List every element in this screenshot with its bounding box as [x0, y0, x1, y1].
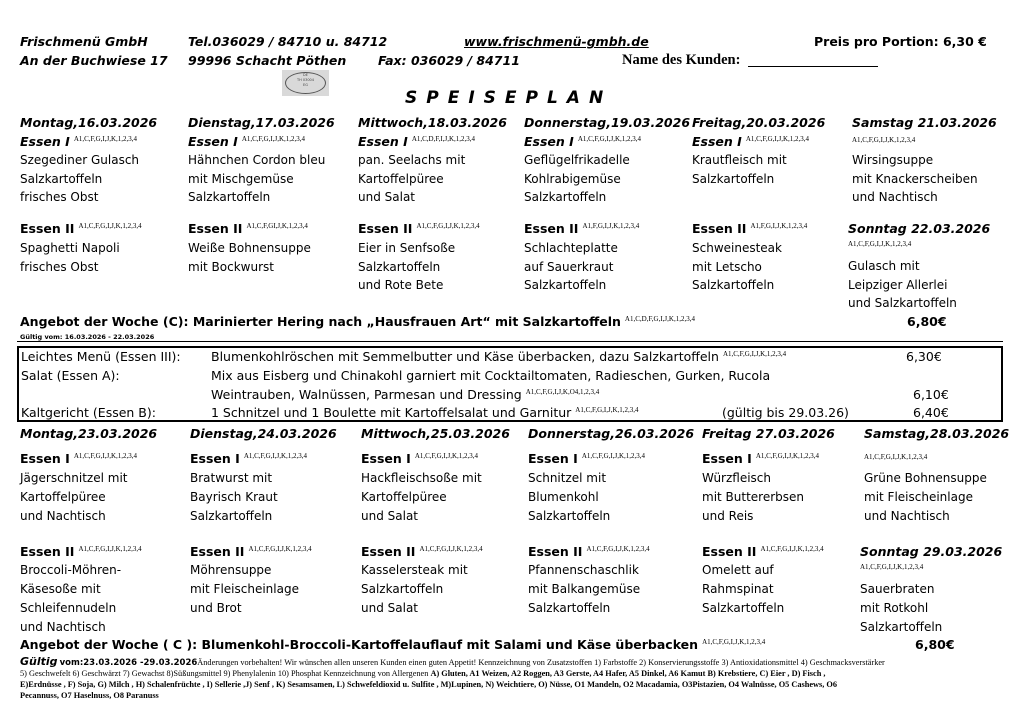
meal-label: Essen I	[361, 451, 411, 466]
allergen-codes: A1,C,F,G,I,J,K,1,2,3,4	[419, 545, 483, 553]
essen-2-heading	[692, 221, 807, 236]
essen-2-heading	[358, 221, 480, 236]
day-date: Donnerstag,26.03.2026	[528, 426, 695, 441]
meal-label: Essen II	[188, 221, 243, 236]
dish-line: Gulasch mit	[848, 259, 920, 273]
dish-line: Kartoffelpüree	[20, 490, 106, 504]
allergen-codes: A1,C,F,G,I,J,K,1,2,3,4	[416, 222, 480, 230]
footer-valid-dates: vom:23.03.2026 -29.03.2026	[59, 658, 198, 668]
day-date: Montag,23.03.2026	[20, 426, 158, 441]
essen-1-heading	[20, 451, 137, 466]
light-menu-allergens: A1,C,F,G,I,J,K,1,2,3,4	[722, 350, 787, 358]
dish-line: Hähnchen Cordon bleu	[188, 153, 326, 167]
essen-2-heading	[702, 544, 824, 559]
week2-offer-allergens: A1,C,F,G,I,J,K,1,2,3,4	[702, 638, 766, 646]
health-mark-stamp	[282, 70, 329, 96]
dish-line: Eier in Senfsoße	[358, 241, 456, 255]
week1-offer-allergens: A1,C,D,F,G,I,J,K,1,2,3,4	[624, 315, 695, 323]
day-date: Montag,16.03.2026	[20, 115, 158, 130]
dish-line: Krautfleisch mit	[692, 153, 787, 167]
meal-label: Essen II	[358, 221, 413, 236]
company-address: An der Buchwiese 17	[20, 53, 168, 68]
dish-line: Kartoffelpüree	[361, 490, 447, 504]
sunday-date: Sonntag 29.03.2026	[860, 544, 1003, 559]
essen-1-heading	[188, 134, 305, 149]
telephone: Tel.036029 / 84710 u. 84712	[188, 34, 388, 49]
footer-line-1	[20, 657, 885, 669]
footer-additives: Änderungen vorbehalten! Wir wünschen allen unseren Kunden einen guten Appetit! Kennzeichnung von Zusatzstoffen 1) Farbstoffe 2) Konservierungsstoffe 3) Antioxidationsmittel 4) Geschmacksverstärker	[197, 658, 885, 667]
dish-line: und Brot	[190, 601, 242, 615]
meal-label: Essen I	[20, 134, 70, 149]
light-menu-label: Leichtes Menü (Essen III):	[21, 349, 181, 364]
footer-line-2	[20, 669, 825, 680]
allergen-codes: A1,C,F,G,I,J,K,1,2,3,4	[760, 545, 824, 553]
dish-line: Salzkartoffeln	[20, 171, 103, 186]
dish-line: mit Balkangemüse	[528, 582, 641, 596]
allergen-codes: A1,C,F,G,I,J,K,1,2,3,4	[414, 452, 479, 460]
dish-line: Salzkartoffeln	[190, 509, 273, 523]
allergen-codes: A1,C,F,GI,J,K,1,2,3,4	[246, 222, 308, 230]
dish-line: Salzkartoffeln	[860, 620, 943, 634]
dish-line: mit Mischgemüse	[188, 171, 294, 186]
dish-line: auf Sauerkraut	[524, 259, 614, 274]
dish-line: und Nachtisch	[864, 509, 950, 523]
dish-line: Omelett auf	[702, 563, 774, 577]
dish-line: Bayrisch Kraut	[190, 490, 278, 504]
essen-1-heading	[702, 451, 819, 466]
dish-line: mit Knackerscheiben	[852, 171, 978, 186]
website-link[interactable]: www.frischmenü-gmbh.de	[464, 34, 649, 49]
dish-line: Kohlrabigemüse	[524, 171, 621, 186]
divider	[17, 341, 1003, 342]
essen-2-heading	[528, 544, 650, 559]
allergen-codes: A1,C,F,G,I,J,K,1,2,3,4	[78, 222, 142, 230]
allergen-codes: A1,C,F,G,I,J,K,1,2,3,4	[243, 452, 308, 460]
allergen-codes: A1,C,F,G,I,J,K,1,2,3,4	[581, 452, 646, 460]
dish-line: Möhrensuppe	[190, 563, 272, 577]
salad-allergens: A1,C,F,G,I,J,K,O4,1,2,3,4	[525, 388, 600, 396]
stamp-line: EG	[303, 83, 308, 87]
essen-1-heading	[190, 451, 307, 466]
dish-line: Salzkartoffeln	[361, 582, 444, 596]
footer-valid-label: Gültig	[20, 655, 58, 668]
dish-line: und Salat	[358, 190, 416, 204]
essen-2-heading	[190, 544, 312, 559]
light-menu-text	[211, 349, 786, 364]
dish-line: Jägerschnitzel mit	[20, 471, 128, 485]
dish-line: und Nachtisch	[20, 509, 106, 523]
meal-label: Essen II	[20, 544, 75, 559]
meal-label: Essen II	[524, 221, 579, 236]
dish-line: Salzkartoffeln	[692, 171, 775, 186]
cold-dish: 1 Schnitzel und 1 Boulette mit Kartoffelsalat und Garnitur	[211, 405, 572, 420]
page-title: SPEISEPLAN	[405, 88, 613, 108]
allergen-codes: A1,F,G,I,J,K,1,2,3,4	[582, 222, 640, 230]
meal-label: Essen I	[190, 451, 240, 466]
meal-label: Essen I	[358, 134, 408, 149]
essen-1-heading	[528, 451, 645, 466]
allergen-codes: A1,C,F,G,I,J,K,1,2,3,4	[577, 135, 642, 143]
salad-text-1: Mix aus Eisberg und Chinakohl garniert mit Cocktailtomaten, Radieschen, Gurken, Rucola	[211, 368, 771, 383]
meal-label: Essen II	[528, 544, 583, 559]
dish-line: Hackfleischsoße mit	[361, 471, 482, 485]
dish-line: Salzkartoffeln	[524, 190, 607, 204]
dish-line: Geflügelfrikadelle	[524, 153, 630, 167]
saturday-allergens: A1,C,F,G,I,J,K,1,2,3,4	[864, 453, 928, 461]
essen-2-heading	[524, 221, 639, 236]
meal-label: Essen II	[190, 544, 245, 559]
meal-label: Essen I	[528, 451, 578, 466]
cold-dish-price: 6,40€	[913, 405, 949, 420]
dish-line: Salzkartoffeln	[188, 190, 271, 204]
week2-offer	[20, 637, 765, 652]
essen-1-heading	[358, 134, 475, 149]
allergen-codes: A1,C,F,G,I,J,K,1,2,3,4	[745, 135, 810, 143]
essen-1-heading	[20, 134, 137, 149]
essen-2-heading	[20, 544, 142, 559]
essen-2-heading	[188, 221, 308, 236]
dish-line: Grüne Bohnensuppe	[864, 471, 987, 485]
dish-line: Weiße Bohnensuppe	[188, 241, 311, 255]
dish-line: pan. Seelachs mit	[358, 153, 466, 167]
allergen-codes: A1,C,F,G,I,J,K,1,2,3,4	[755, 452, 820, 460]
week2-offer-price: 6,80€	[915, 637, 955, 652]
dish-line: und Nachtisch	[852, 190, 938, 204]
dish-line: Salzkartoffeln	[528, 601, 611, 615]
meal-label: Essen II	[20, 221, 75, 236]
dish-line: Spaghetti Napoli	[20, 241, 120, 255]
light-menu-price: 6,30€	[906, 349, 942, 364]
dish-line: mit Rotkohl	[860, 601, 929, 615]
dish-line: und Rote Bete	[358, 278, 444, 292]
dish-line: mit Letscho	[692, 259, 762, 274]
stamp-line: DE	[303, 73, 308, 77]
day-date: Freitag 27.03.2026	[702, 426, 835, 441]
dish-line: Pfannenschaschlik	[528, 563, 639, 577]
meal-label: Essen II	[702, 544, 757, 559]
dish-line: Broccoli-Möhren-	[20, 563, 122, 577]
allergen-codes: A1,F,G,I,J,K,1,2,3,4	[750, 222, 808, 230]
essen-1-heading	[692, 134, 809, 149]
allergen-codes: A1,C,F,G,I,J,K,1,2,3,4	[248, 545, 312, 553]
allergen-codes: A1,C,F,G,I,J,K,1,2,3,4	[586, 545, 650, 553]
sunday-allergens: A1,C,F,G,I,J,K,1,2,3,4	[860, 563, 924, 571]
allergen-codes: A1,C,F,G,I,J,K,1,2,3,4	[78, 545, 142, 553]
dish-line: frisches Obst	[20, 259, 99, 274]
day-date: Mittwoch,18.03.2026	[358, 115, 507, 130]
dish-line: Kartoffelpüree	[358, 171, 444, 186]
fax: Fax: 036029 / 84711	[378, 53, 520, 68]
week2-offer-text: Angebot der Woche ( C ): Blumenkohl-Broccoli-Kartoffelauflauf mit Salami und Käse überbacken	[20, 637, 699, 652]
dish-line: Schweinesteak	[692, 241, 782, 255]
sunday-allergens: A1,C,F,G,I,J,K,1,2,3,4	[848, 240, 912, 248]
dish-line: Salzkartoffeln	[358, 259, 441, 274]
meal-label: Essen II	[361, 544, 416, 559]
dish-line: Schlachteplatte	[524, 241, 618, 255]
dish-line: Szegediner Gulasch	[20, 153, 140, 167]
allergen-codes: A1,C,F,G,I,J,K,1,2,3,4	[73, 452, 138, 460]
dish-line: Salzkartoffeln	[702, 601, 785, 615]
dish-line: Bratwurst mit	[190, 471, 273, 485]
allergen-codes: A1,C,D,F,I,J,K,1,2,3,4	[411, 135, 476, 143]
dish-line: mit Buttererbsen	[702, 490, 805, 504]
footer-line-3: E)Erdnüsse , F) Soja, G) Milch , H) Schalenfrüchte , I) Sellerie ,J) Senf , K) Sesamsamen, L) Schwefeldioxid u. Sulfite , M)Lupinen, N) Weichtiere, O) Nüsse, O1 Mandeln, O2 Macadamia, O3Pistazien, O4 Walnüsse, O5 Cashews, O6	[20, 680, 838, 689]
dish-line: und Nachtisch	[20, 620, 106, 634]
dish-line: Wirsingsuppe	[852, 153, 934, 167]
week1-offer-text: Angebot der Woche (C): Marinierter Hering nach „Hausfrauen Art“ mit Salzkartoffeln	[20, 314, 621, 329]
dish-line: und Salzkartoffeln	[848, 296, 957, 310]
salad-dish: Weintrauben, Walnüssen, Parmesan und Dressing	[211, 387, 522, 402]
allergen-codes: A1,C,F,G,I,J,K,1,2,3,4	[241, 135, 306, 143]
footer-additives-2: 5) Geschwefelt 6) Geschwärzt 7) Gewachst 8)Süßungsmittel 9) Phenylalenin 10) Phosphat Kennzeichnung von Allergenen	[20, 669, 431, 678]
meal-label: Essen I	[188, 134, 238, 149]
cold-dish-validity: (gültig bis 29.03.26)	[722, 405, 849, 420]
dish-line: Blumenkohl	[528, 490, 599, 504]
company-name: Frischmenü GmbH	[20, 34, 148, 49]
dish-line: Rahmspinat	[702, 582, 774, 596]
cold-dish-allergens: A1,C,F,G,I,J,K,1,2,3,4	[575, 406, 639, 414]
dish-line: Salzkartoffeln	[528, 509, 611, 523]
salad-text-2	[211, 387, 599, 402]
cold-dish-text	[211, 405, 639, 420]
saturday-date: Samstag 21.03.2026	[852, 115, 997, 130]
dish-line: Sauerbraten	[860, 582, 935, 596]
sunday-date: Sonntag 22.03.2026	[848, 221, 991, 236]
dish-line: Salzkartoffeln	[692, 278, 775, 292]
customer-name-field[interactable]	[748, 66, 878, 67]
salad-price: 6,10€	[913, 387, 949, 402]
essen-1-heading	[361, 451, 478, 466]
week1-offer	[20, 314, 695, 329]
cold-dish-label: Kaltgericht (Essen B):	[21, 405, 156, 420]
salad-label: Salat (Essen A):	[21, 368, 120, 383]
dish-line: mit Bockwurst	[188, 259, 274, 274]
dish-line: mit Fleischeinlage	[190, 582, 299, 596]
customer-name-label: Name des Kunden:	[622, 52, 741, 68]
meal-label: Essen I	[524, 134, 574, 149]
dish-line: frisches Obst	[20, 190, 99, 204]
footer-line-4: Pecannuss, O7 Haselnuss, O8 Paranuss	[20, 691, 159, 700]
dish-line: und Reis	[702, 509, 754, 523]
allergen-codes: A1,C,F,G,I,J,K,1,2,3,4	[73, 135, 138, 143]
dish-line: und Salat	[361, 509, 419, 523]
day-date: Mittwoch,25.03.2026	[361, 426, 510, 441]
dish-line: mit Fleischeinlage	[864, 490, 973, 504]
stamp-line: TH 03004	[296, 78, 315, 82]
day-date: Freitag,20.03.2026	[692, 115, 826, 130]
light-menu-dish: Blumenkohlröschen mit Semmelbutter und Käse überbacken, dazu Salzkartoffeln	[211, 349, 719, 364]
essen-2-heading	[20, 221, 142, 236]
meal-label: Essen I	[702, 451, 752, 466]
dish-line: Käsesoße mit	[20, 582, 101, 596]
dish-line: Leipziger Allerlei	[848, 277, 948, 292]
dish-line: Salzkartoffeln	[524, 278, 607, 292]
day-date: Donnerstag,19.03.2026	[524, 115, 691, 130]
day-date: Dienstag,17.03.2026	[188, 115, 335, 130]
week1-offer-price: 6,80€	[907, 314, 947, 329]
day-date: Dienstag,24.03.2026	[190, 426, 337, 441]
dish-line: Schleifennudeln	[20, 601, 117, 615]
essen-1-heading	[524, 134, 641, 149]
dish-line: Schnitzel mit	[528, 471, 607, 485]
footer-allergens-1: A) Gluten, A1 Weizen, A2 Roggen, A3 Gerste, A4 Hafer, A5 Dinkel, A6 Kamut B) Krebstiere, C) Eier , D) Fisch ,	[430, 669, 826, 678]
dish-line: und Salat	[361, 601, 419, 615]
meal-label: Essen I	[692, 134, 742, 149]
essen-2-heading	[361, 544, 483, 559]
week1-validity: Gültig vom: 16.03.2026 - 22.03.2026	[20, 333, 155, 341]
stamp-oval	[285, 72, 326, 94]
meal-label: Essen I	[20, 451, 70, 466]
meal-label: Essen II	[692, 221, 747, 236]
city: 99996 Schacht Pöthen	[188, 53, 347, 68]
saturday-date: Samstag,28.03.2026	[864, 426, 1010, 441]
dish-line: Würzfleisch	[702, 471, 772, 485]
dish-line: Kasselersteak mit	[361, 563, 468, 577]
price-per-portion: Preis pro Portion: 6,30 €	[814, 34, 987, 49]
saturday-allergens: A1,C,F,G,I,J,K,1,2,3,4	[852, 136, 916, 144]
